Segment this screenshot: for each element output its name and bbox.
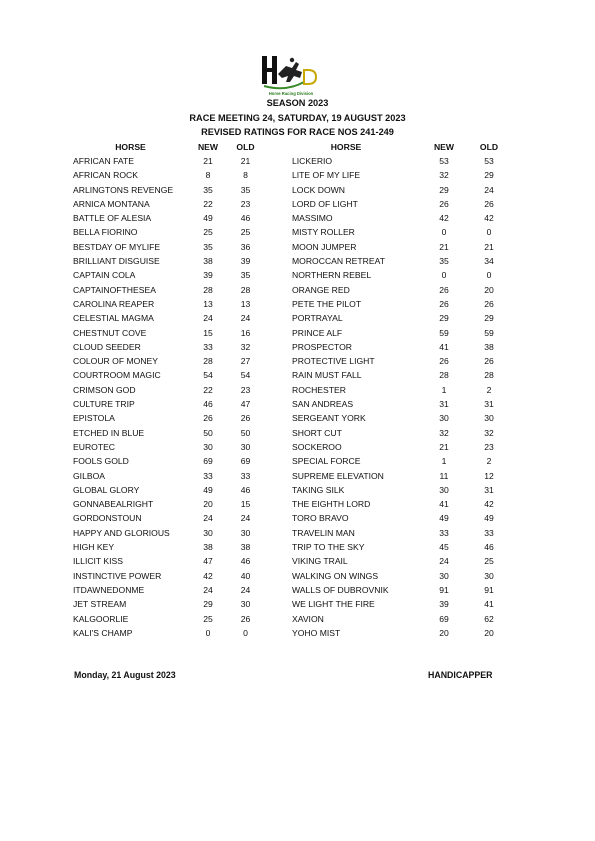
horse-name: SERGEANT YORK [292, 413, 366, 424]
horse-name: ETCHED IN BLUE [73, 427, 145, 438]
old-rating: 47 [240, 399, 251, 410]
new-rating: 35 [439, 256, 449, 267]
new-rating: 22 [203, 198, 213, 209]
table-row [68, 297, 514, 311]
season-title: SEASON 2023 [266, 98, 329, 108]
new-rating: 31 [439, 399, 449, 410]
new-rating: 26 [439, 298, 449, 309]
horse-name: NORTHERN REBEL [292, 270, 372, 281]
old-rating: 31 [484, 484, 494, 495]
old-rating: 12 [484, 470, 494, 481]
table-row [68, 426, 514, 440]
new-rating: 47 [203, 556, 213, 567]
old-rating: 69 [240, 456, 251, 467]
table-row [68, 240, 514, 254]
horse-name: COLOUR OF MONEY [73, 356, 158, 367]
horse-name: CELESTIAL MAGMA [73, 313, 154, 324]
old-rating: 38 [484, 341, 494, 352]
horse-name: PRINCE ALF [292, 327, 343, 338]
old-rating: 30 [240, 599, 251, 610]
new-rating: 42 [203, 570, 213, 581]
table-row [68, 554, 514, 568]
horse-name: BRILLIANT DISGUISE [73, 256, 160, 267]
horse-name: AFRICAN FATE [73, 156, 134, 166]
horse-name: HIGH KEY [73, 542, 115, 553]
table-row [68, 197, 514, 211]
table-row [68, 311, 514, 325]
old-rating: 26 [484, 298, 494, 309]
old-rating: 30 [484, 570, 494, 581]
old-rating: 23 [240, 198, 251, 209]
horse-name: KALGOORLIE [73, 613, 129, 624]
old-rating: 38 [240, 542, 251, 553]
horse-name: GILBOA [73, 470, 105, 481]
new-rating: 30 [439, 570, 449, 581]
horse-name: GLOBAL GLORY [73, 484, 140, 495]
table-header [68, 141, 514, 154]
new-rating: 28 [439, 370, 449, 381]
old-rating: 35 [240, 184, 251, 195]
new-rating: 45 [439, 542, 449, 553]
old-rating: 15 [240, 499, 251, 510]
old-rating: 32 [240, 341, 251, 352]
horse-name: ARLINGTONS REVENGE [73, 184, 174, 195]
horse-name: GONNABEALRIGHT [73, 499, 154, 510]
new-rating: 35 [203, 241, 213, 252]
old-rating: 28 [484, 370, 494, 381]
horse-name: YOHO MIST [292, 627, 341, 638]
table-row [68, 383, 514, 397]
horse-name: THE EIGHTH LORD [292, 499, 371, 510]
old-rating: 49 [484, 513, 494, 524]
new-rating: 25 [203, 613, 213, 624]
horse-name: LITE OF MY LIFE [292, 170, 361, 181]
new-rating: 30 [439, 413, 449, 424]
old-rating: 91 [484, 584, 494, 595]
horse-name: WALKING ON WINGS [292, 570, 379, 581]
new-rating: 26 [439, 356, 449, 367]
horse-name: VIKING TRAIL [292, 556, 348, 567]
new-rating: 21 [439, 241, 449, 252]
old-rating: 26 [484, 356, 494, 367]
old-rating: 46 [240, 556, 251, 567]
horse-name: MASSIMO [292, 213, 333, 224]
table-row [68, 569, 514, 583]
old-rating: 59 [484, 327, 494, 338]
col-new-left: NEW [197, 142, 219, 152]
new-rating: 49 [203, 213, 213, 224]
table-row [68, 254, 514, 268]
table-row [68, 511, 514, 525]
old-rating: 0 [486, 227, 492, 238]
new-rating: 32 [439, 427, 449, 438]
footer-date: Monday, 21 August 2023 [74, 670, 176, 680]
horse-name: CAPTAINOFTHESEA [73, 284, 156, 295]
new-rating: 41 [439, 341, 449, 352]
table-row [68, 612, 514, 626]
horse-name: SHORT CUT [292, 427, 342, 438]
new-rating: 21 [439, 441, 449, 452]
old-rating: 30 [484, 413, 494, 424]
horse-name: MISTY ROLLER [292, 227, 355, 238]
new-rating: 21 [203, 156, 213, 166]
old-rating: 24 [240, 513, 251, 524]
table-row [68, 268, 514, 282]
new-rating: 13 [203, 298, 213, 309]
old-rating: 13 [240, 298, 251, 309]
old-rating: 25 [484, 556, 494, 567]
table-body [68, 154, 514, 640]
hrd-logo [256, 52, 326, 98]
horse-name: BESTDAY OF MYLIFE [73, 241, 161, 252]
horse-name: CAPTAIN COLA [73, 270, 136, 281]
new-rating: 24 [203, 584, 213, 595]
old-rating: 2 [486, 384, 492, 395]
old-rating: 21 [484, 241, 494, 252]
table-row [68, 583, 514, 597]
horse-name: BELLA FIORINO [73, 227, 138, 238]
old-rating: 24 [484, 184, 494, 195]
horse-name: MOON JUMPER [292, 241, 357, 252]
horse-name: PORTRAYAL [292, 313, 343, 324]
col-horse-right: HORSE [330, 142, 362, 152]
old-rating: 2 [486, 456, 492, 467]
col-old-right: OLD [479, 142, 499, 152]
new-rating: 33 [439, 527, 449, 538]
new-rating: 1 [441, 456, 447, 467]
horse-name: INSTINCTIVE POWER [73, 570, 162, 581]
old-rating: 25 [240, 227, 251, 238]
table-row [68, 354, 514, 368]
table-row [68, 326, 514, 340]
new-rating: 0 [205, 627, 211, 638]
horse-name: GORDONSTOUN [73, 513, 142, 524]
old-rating: 26 [240, 413, 251, 424]
horse-name: EUROTEC [73, 441, 116, 452]
new-rating: 33 [203, 341, 213, 352]
horse-name: CHESTNUT COVE [73, 327, 147, 338]
table-row [68, 283, 514, 297]
horse-name: JET STREAM [73, 599, 127, 610]
ratings-subtitle: REVISED RATINGS FOR RACE NOS 241-249 [201, 127, 394, 137]
old-rating: 23 [240, 384, 251, 395]
table-row [68, 483, 514, 497]
horse-name: ILLICIT KISS [73, 556, 123, 567]
old-rating: 46 [240, 484, 251, 495]
old-rating: 8 [243, 170, 248, 181]
old-rating: 50 [240, 427, 251, 438]
old-rating: 27 [240, 356, 251, 367]
old-rating: 42 [484, 213, 494, 224]
table-row [68, 411, 514, 425]
new-rating: 39 [203, 270, 213, 281]
old-rating: 41 [484, 599, 494, 610]
logo-caption: Horse Racing Division [268, 91, 314, 96]
table-row [68, 368, 514, 382]
new-rating: 59 [439, 327, 449, 338]
new-rating: 69 [203, 456, 213, 467]
new-rating: 46 [203, 399, 213, 410]
horse-name: SUPREME ELEVATION [292, 470, 384, 481]
old-rating: 62 [484, 613, 494, 624]
new-rating: 25 [203, 227, 213, 238]
new-rating: 26 [439, 198, 449, 209]
horse-name: CRIMSON GOD [73, 384, 136, 395]
horse-name: LORD OF LIGHT [292, 198, 358, 209]
table-row [68, 397, 514, 411]
new-rating: 50 [203, 427, 213, 438]
new-rating: 20 [203, 499, 213, 510]
new-rating: 33 [203, 470, 213, 481]
horse-name: KALI'S CHAMP [73, 627, 133, 638]
horse-name: PROSPECTOR [292, 341, 353, 352]
horse-name: LOCK DOWN [292, 184, 345, 195]
new-rating: 20 [439, 627, 449, 638]
old-rating: 54 [240, 370, 251, 381]
horse-name: SAN ANDREAS [292, 399, 354, 410]
old-rating: 31 [484, 399, 494, 410]
new-rating: 39 [439, 599, 449, 610]
new-rating: 26 [439, 284, 449, 295]
horse-name: TRIP TO THE SKY [292, 542, 365, 553]
old-rating: 24 [240, 584, 251, 595]
old-rating: 20 [484, 284, 494, 295]
old-rating: 26 [484, 198, 494, 209]
table-row [68, 469, 514, 483]
horse-name: LICKERIO [292, 156, 333, 166]
old-rating: 28 [240, 284, 251, 295]
new-rating: 30 [439, 484, 449, 495]
old-rating: 46 [484, 542, 494, 553]
table-row [68, 225, 514, 239]
horse-name: BATTLE OF ALESIA [73, 213, 152, 224]
table-row [68, 440, 514, 454]
horse-name: FOOLS GOLD [73, 456, 129, 467]
old-rating: 20 [484, 627, 494, 638]
horse-name: CLOUD SEEDER [73, 341, 141, 352]
horse-name: EPISTOLA [73, 413, 115, 424]
new-rating: 30 [203, 527, 213, 538]
new-rating: 24 [203, 513, 213, 524]
horse-name: SPECIAL FORCE [292, 456, 361, 467]
new-rating: 1 [441, 384, 447, 395]
horse-name: TRAVELIN MAN [292, 527, 355, 538]
horse-name: CAROLINA REAPER [73, 298, 155, 309]
meeting-title: RACE MEETING 24, SATURDAY, 19 AUGUST 2023 [189, 113, 406, 123]
new-rating: 0 [441, 270, 447, 281]
old-rating: 29 [484, 313, 494, 324]
new-rating: 91 [439, 584, 449, 595]
horse-name: WE LIGHT THE FIRE [292, 599, 375, 610]
horse-name: ORANGE RED [292, 284, 350, 295]
table-row [68, 183, 514, 197]
horse-name: COURTROOM MAGIC [73, 370, 161, 381]
new-rating: 24 [439, 556, 449, 567]
horse-name: WALLS OF DUBROVNIK [292, 584, 389, 595]
old-rating: 39 [240, 256, 251, 267]
new-rating: 38 [203, 542, 213, 553]
old-rating: 30 [240, 441, 251, 452]
new-rating: 28 [203, 284, 213, 295]
new-rating: 29 [439, 313, 449, 324]
horse-name: MOROCCAN RETREAT [292, 256, 385, 267]
horse-name: CULTURE TRIP [73, 399, 135, 410]
table-row [68, 168, 514, 182]
old-rating: 21 [240, 156, 251, 166]
old-rating: 34 [484, 256, 494, 267]
old-rating: 23 [484, 441, 494, 452]
old-rating: 32 [484, 427, 494, 438]
new-rating: 42 [439, 213, 449, 224]
new-rating: 38 [203, 256, 213, 267]
horse-name: PROTECTIVE LIGHT [292, 356, 375, 367]
col-old-left: OLD [236, 142, 255, 152]
old-rating: 33 [484, 527, 494, 538]
table-row [68, 454, 514, 468]
horse-name: AFRICAN ROCK [73, 170, 138, 181]
table-row [68, 526, 514, 540]
horse-name: ARNICA MONTANA [73, 198, 150, 209]
horse-name: HAPPY AND GLORIOUS [73, 527, 170, 538]
old-rating: 16 [240, 327, 251, 338]
new-rating: 22 [203, 384, 213, 395]
new-rating: 28 [203, 356, 213, 367]
old-rating: 42 [484, 499, 494, 510]
horse-name: XAVION [292, 613, 324, 624]
table-row [68, 211, 514, 225]
new-rating: 26 [203, 413, 213, 424]
old-rating: 26 [240, 613, 251, 624]
horse-rider-logo-icon [256, 52, 326, 98]
table-row [68, 626, 514, 640]
old-rating: 35 [240, 270, 251, 281]
new-rating: 29 [439, 184, 449, 195]
ratings-table [68, 141, 514, 640]
col-new-right: NEW [433, 142, 455, 152]
old-rating: 36 [240, 241, 251, 252]
new-rating: 0 [441, 227, 447, 238]
table-row [68, 154, 514, 168]
old-rating: 0 [486, 270, 492, 281]
new-rating: 54 [203, 370, 213, 381]
new-rating: 24 [203, 313, 213, 324]
horse-name: RAIN MUST FALL [292, 370, 362, 381]
new-rating: 35 [203, 184, 213, 195]
new-rating: 11 [439, 470, 449, 481]
new-rating: 49 [439, 513, 449, 524]
old-rating: 24 [240, 313, 251, 324]
old-rating: 0 [243, 627, 248, 638]
new-rating: 49 [203, 484, 213, 495]
old-rating: 46 [240, 213, 251, 224]
footer-role: HANDICAPPER [428, 670, 493, 680]
new-rating: 8 [205, 170, 211, 181]
table-row [68, 497, 514, 511]
horse-name: ITDAWNEDONME [73, 584, 145, 595]
new-rating: 53 [439, 156, 449, 166]
horse-name: TAKING SILK [292, 484, 345, 495]
horse-name: ROCHESTER [292, 384, 346, 395]
new-rating: 29 [203, 599, 213, 610]
table-row [68, 540, 514, 554]
new-rating: 15 [203, 327, 213, 338]
old-rating: 40 [240, 570, 251, 581]
new-rating: 41 [439, 499, 449, 510]
new-rating: 69 [439, 613, 449, 624]
horse-name: PETE THE PILOT [292, 298, 362, 309]
old-rating: 29 [484, 170, 494, 181]
old-rating: 53 [484, 156, 494, 166]
table-row [68, 597, 514, 611]
col-horse-left: HORSE [115, 142, 146, 152]
table-row [68, 340, 514, 354]
old-rating: 33 [240, 470, 251, 481]
old-rating: 30 [240, 527, 251, 538]
new-rating: 30 [203, 441, 213, 452]
horse-name: TORO BRAVO [292, 513, 349, 524]
new-rating: 32 [439, 170, 449, 181]
horse-name: SOCKEROO [292, 441, 342, 452]
